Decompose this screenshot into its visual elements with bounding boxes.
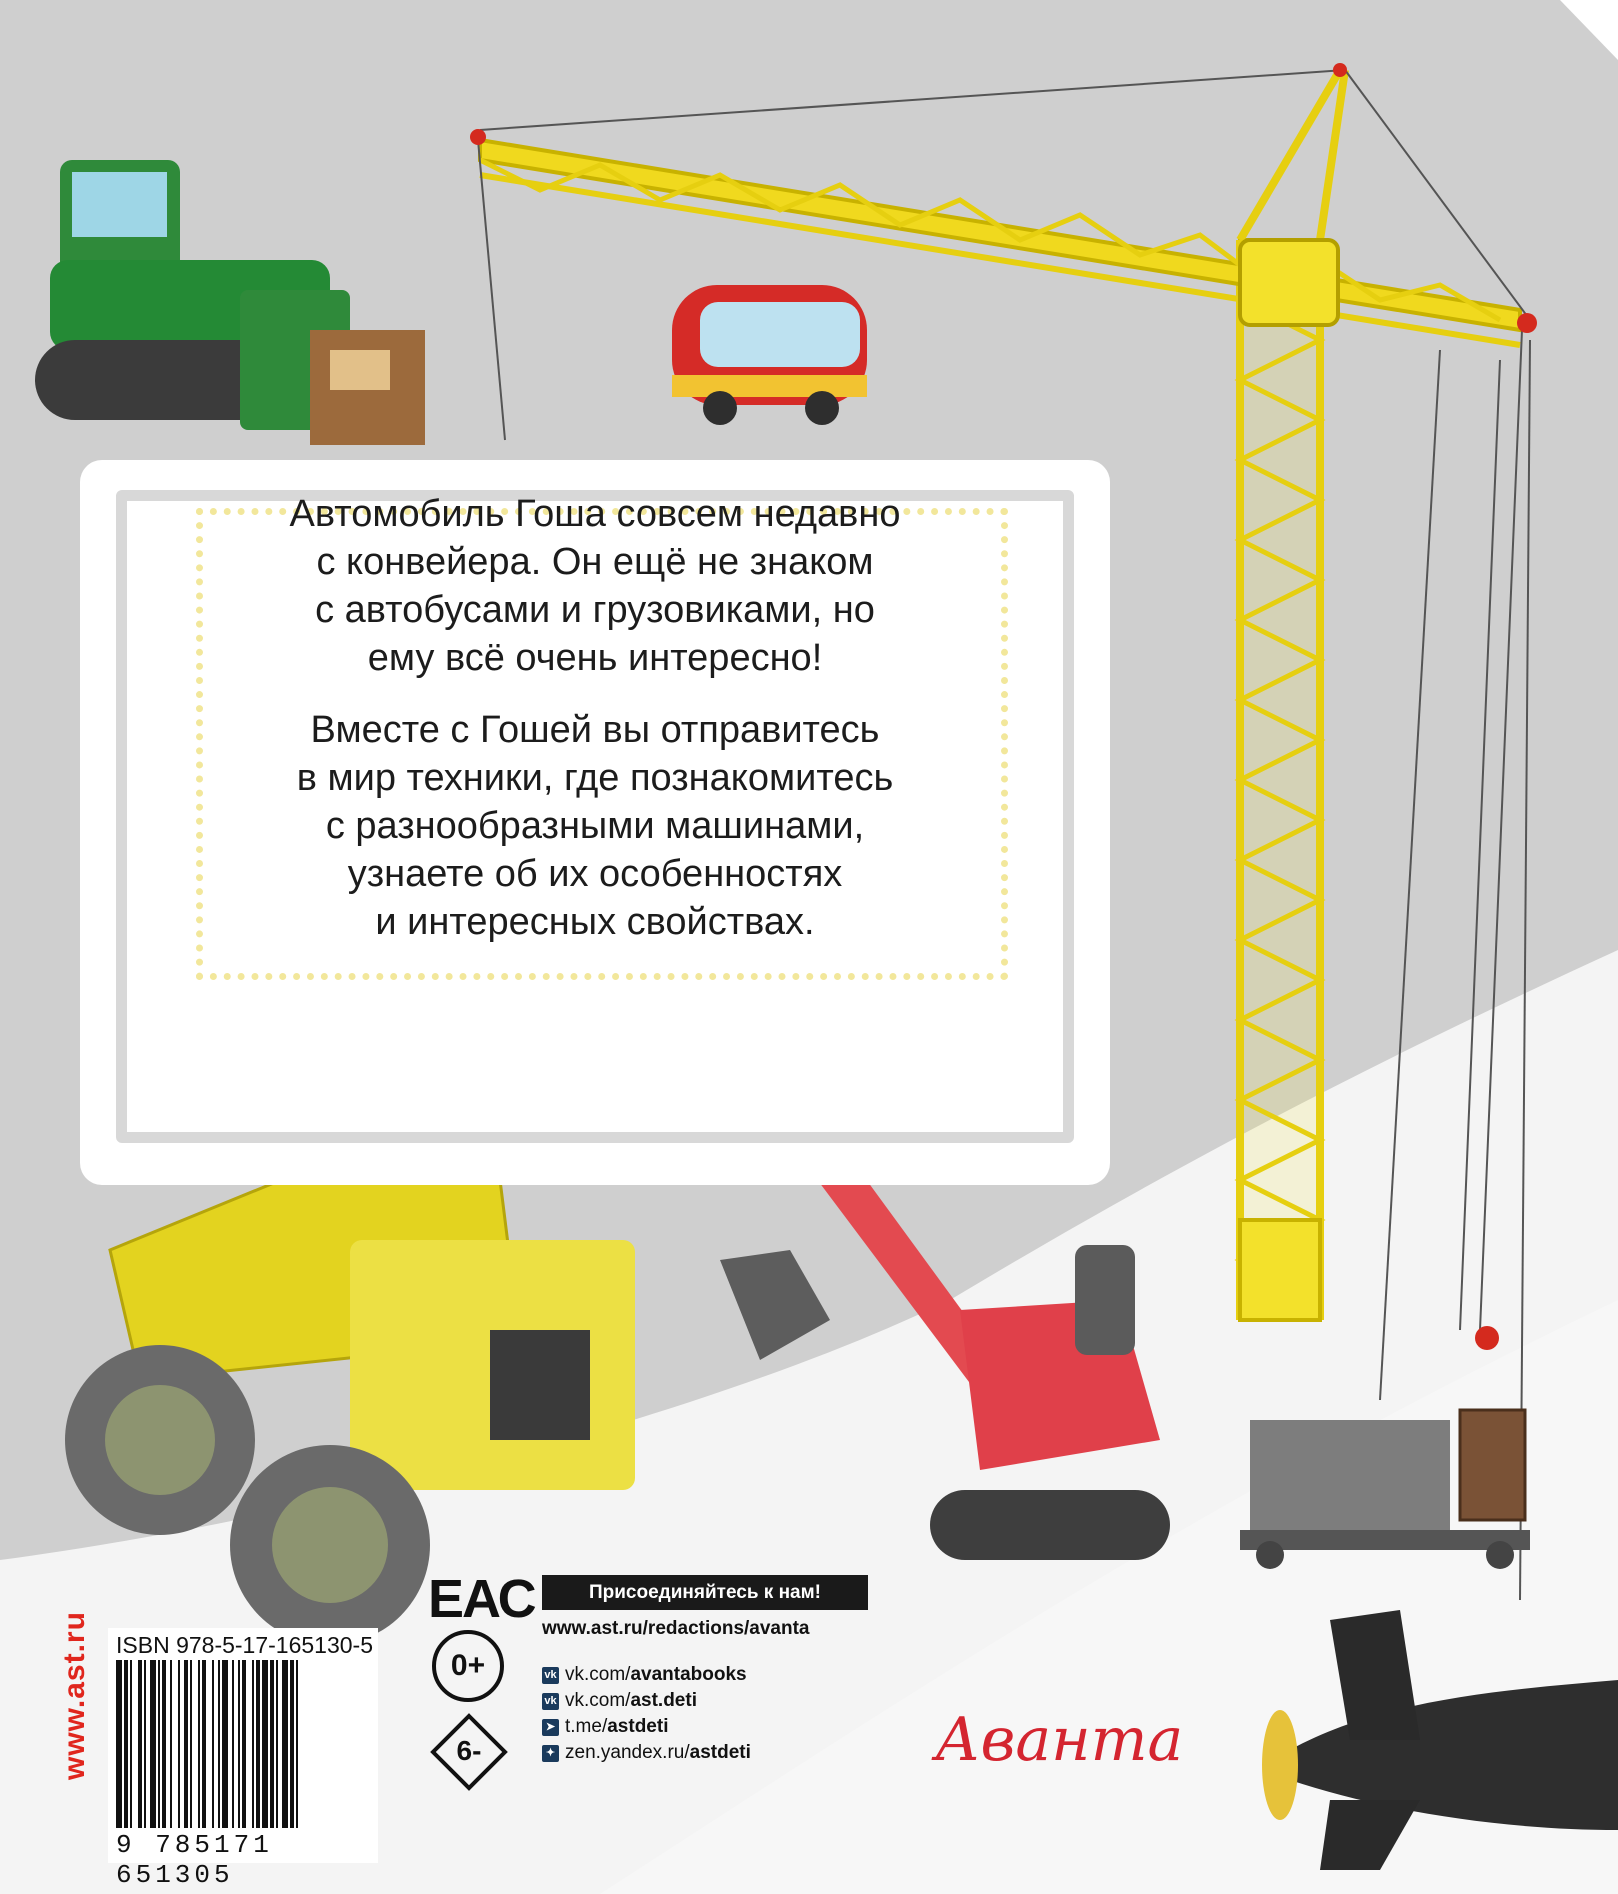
social-link-vk-avantabooks[interactable]: vk vk.com/ avantabooks bbox=[542, 1662, 751, 1688]
description-paragraph-1: Автомобиль Гоша совсем недавно с конвейера. Он ещё не знаком с автобусами и грузовиками, но ему всё очень интересно! bbox=[289, 493, 901, 679]
vk-icon: vk bbox=[542, 1667, 559, 1684]
barcode-bar bbox=[218, 1660, 220, 1828]
social-link-zen[interactable]: ✦ zen.yandex.ru/ astdeti bbox=[542, 1740, 751, 1766]
publisher-logo: Аванта bbox=[935, 1705, 1184, 1775]
age-rating-circle: 0+ bbox=[432, 1630, 504, 1702]
apex-light bbox=[1333, 63, 1347, 77]
barcode-bar bbox=[150, 1660, 156, 1828]
telegram-icon: ➤ bbox=[542, 1719, 559, 1736]
description-paragraph-2: Вместе с Гошей вы отправитесь в мир техники, где познакомитесь с разнообразными машинами, узнаете об их особенностях и интересных свойствах. bbox=[296, 709, 894, 943]
barcode-bar bbox=[178, 1660, 180, 1828]
barcode-bar bbox=[198, 1660, 200, 1828]
barcode-bar bbox=[262, 1660, 268, 1828]
description-card bbox=[80, 460, 1110, 1185]
barcode-bar bbox=[116, 1660, 122, 1828]
barcode-bar bbox=[276, 1660, 278, 1828]
barcode-bar bbox=[158, 1660, 160, 1828]
red-bus bbox=[672, 285, 867, 425]
barcode-bar bbox=[256, 1660, 260, 1828]
join-us-banner: Присоединяйтесь к нам! bbox=[542, 1575, 868, 1610]
barcode-bar bbox=[282, 1660, 288, 1828]
book-description bbox=[80, 490, 1110, 970]
social-link-vk-astdeti[interactable]: vk vk.com/ ast.deti bbox=[542, 1688, 751, 1714]
social-link-telegram[interactable]: ➤ t.me/ astdeti bbox=[542, 1714, 751, 1740]
barcode-bar bbox=[212, 1660, 214, 1828]
ean-digits: 9 785171 651305 bbox=[116, 1830, 273, 1890]
barcode-bars bbox=[108, 1660, 378, 1835]
vk-icon: vk bbox=[542, 1693, 559, 1710]
eac-mark: ЕАС bbox=[428, 1569, 535, 1629]
barcode-bar bbox=[162, 1660, 166, 1828]
barcode-bar bbox=[184, 1660, 188, 1828]
barcode-bar bbox=[296, 1660, 298, 1828]
barcode-bar bbox=[124, 1660, 128, 1828]
barcode-bar bbox=[190, 1660, 192, 1828]
green-bulldozer bbox=[35, 160, 425, 445]
barcode-bar bbox=[238, 1660, 240, 1828]
barcode-bar bbox=[270, 1660, 274, 1828]
jib-end-light bbox=[470, 129, 486, 145]
publisher-url[interactable]: www.ast.ru/redactions/avanta bbox=[542, 1618, 810, 1639]
zen-icon: ✦ bbox=[542, 1745, 559, 1762]
social-links bbox=[542, 1662, 751, 1766]
age-rating-diamond-label: 6- bbox=[456, 1735, 482, 1766]
barcode-bar bbox=[170, 1660, 172, 1828]
barcode-bar bbox=[242, 1660, 246, 1828]
barcode-bar bbox=[130, 1660, 132, 1828]
crane-base bbox=[1240, 1410, 1530, 1569]
barcode bbox=[108, 1628, 378, 1890]
barcode-bar bbox=[222, 1660, 228, 1828]
page-corner bbox=[1560, 0, 1618, 60]
barcode-bar bbox=[138, 1660, 142, 1828]
barcode-bar bbox=[144, 1660, 146, 1828]
barcode-bar bbox=[252, 1660, 254, 1828]
site-url-vertical[interactable]: www.ast.ru bbox=[58, 1611, 91, 1780]
barcode-bar bbox=[290, 1660, 294, 1828]
barcode-bar bbox=[232, 1660, 234, 1828]
barcode-bar bbox=[202, 1660, 206, 1828]
isbn-number: ISBN 978-5-17-165130-5 bbox=[116, 1632, 373, 1658]
